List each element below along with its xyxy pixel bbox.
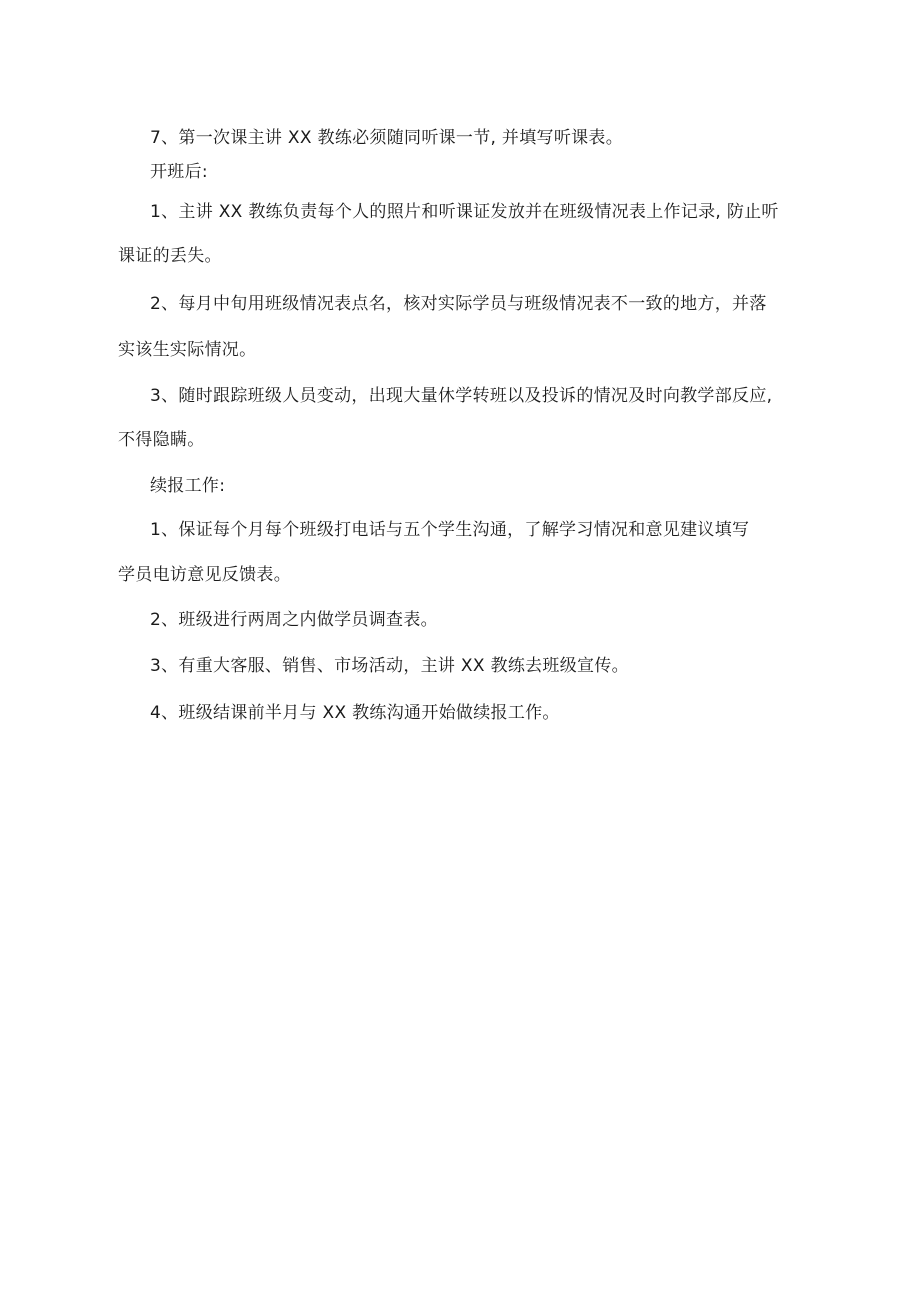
item-7-first-lesson: 7、第一次课主讲 XX 教练必须随同听课一节, 并填写听课表。 (150, 128, 624, 148)
renewal-item-4-renewal-start: 4、班级结课前半月与 XX 教练沟通开始做续报工作。 (150, 703, 560, 723)
renewal-item-3-promotion: 3、有重大客服、销售、市场活动，主讲 XX 教练去班级宣传。 (150, 656, 629, 676)
item-3-continuation: 不得隐瞒。 (118, 430, 205, 450)
renewal-item-1-continuation: 学员电访意见反馈表。 (118, 565, 291, 585)
renewal-item-2-survey: 2、班级进行两周之内做学员调查表。 (150, 610, 438, 630)
renewal-item-1-phone-calls: 1、保证每个月每个班级打电话与五个学生沟通，了解学习情况和意见建议填写 (150, 520, 750, 540)
item-1-photos-certificates: 1、主讲 XX 教练负责每个人的照片和听课证发放并在班级情况表上作记录, 防止听 (150, 202, 779, 222)
section-heading-renewal-work: 续报工作: (150, 476, 226, 496)
item-1-continuation: 课证的丢失。 (118, 246, 222, 266)
item-2-roll-call: 2、每月中旬用班级情况表点名，核对实际学员与班级情况表不一致的地方，并落 (150, 294, 767, 314)
item-2-continuation: 实该生实际情况。 (118, 340, 257, 360)
section-heading-after-class-start: 开班后: (150, 162, 208, 182)
item-3-track-changes: 3、随时跟踪班级人员变动，出现大量休学转班以及投诉的情况及时向教学部反应, (150, 386, 773, 406)
